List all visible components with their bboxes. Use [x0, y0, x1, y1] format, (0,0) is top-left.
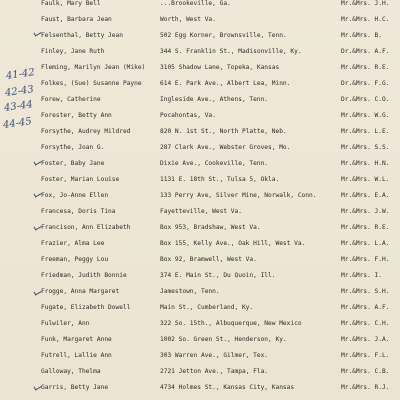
list-item — [0, 172, 400, 188]
entry-name: Foster, Marian Louise — [41, 176, 120, 183]
entry-name: Friedman, Judith Bonnie — [41, 272, 127, 279]
entry-parents: Mr.&Mrs. C.H. — [341, 320, 390, 327]
entry-name: Foster, Baby Jane — [41, 160, 105, 167]
entry-address: 133 Perry Ave, Silver Mine, Norwalk, Conn. — [160, 192, 317, 199]
list-item — [0, 12, 400, 28]
entry-name: Faust, Barbara Jean — [41, 16, 112, 23]
entry-address: 374 E. Main St., Du Quoin, Ill. — [160, 272, 276, 279]
entry-address: 820 N. 1st St., North Platte, Neb. — [160, 128, 287, 135]
entry-address: Worth, West Va. — [160, 16, 216, 23]
list-item — [0, 316, 400, 332]
entry-parents: Dr.&Mrs. A.F. — [341, 48, 390, 55]
entry-parents: Mr.&Mrs. R.E. — [341, 224, 390, 231]
list-item — [0, 220, 400, 236]
entry-name: Funk, Margaret Anne — [41, 336, 112, 343]
entry-parents: Mr.&Mrs. L.E. — [341, 128, 390, 135]
entry-address: Pocahontas, Va. — [160, 112, 216, 119]
entry-parents: Mr.&Mrs. H.N. — [341, 160, 390, 167]
entry-parents: Mr.&Mrs. W.L. — [341, 176, 390, 183]
entry-address: Box 155, Kelly Ave., Oak Hill, West Va. — [160, 240, 306, 247]
entry-parents: Mr.&Mrs. H.C. — [341, 16, 390, 23]
entry-address: Box 953, Bradshaw, West Va. — [160, 224, 261, 231]
entry-address: 4734 Holmes St., Kansas City, Kansas — [160, 384, 295, 391]
entry-parents: Mr.&Mrs. R.E. — [341, 64, 390, 71]
entry-name: Frazier, Alma Lee — [41, 240, 105, 247]
entry-name: Fleming, Marilyn Jean (Mike) — [41, 64, 146, 71]
entry-address: 614 E. Park Ave., Albert Lea, Minn. — [160, 80, 291, 87]
list-item — [0, 348, 400, 364]
list-item — [0, 140, 400, 156]
entry-address: Ingleside Ave., Athens, Tenn. — [160, 96, 269, 103]
entry-parents: Mr.&Mrs. B. — [341, 32, 382, 39]
list-item — [0, 188, 400, 204]
list-item — [0, 300, 400, 316]
entry-name: Futrell, Lallie Ann — [41, 352, 112, 359]
entry-address: ...Brookeville, Ga. — [160, 0, 231, 7]
entry-address: 1002 So. Green St., Henderson, Ky. — [160, 336, 287, 343]
entry-name: Francison, Ann Elizabeth — [41, 224, 131, 231]
entry-parents: Mr.&Mrs. S.H. — [341, 288, 390, 295]
handwritten-note-1: 41-42 — [5, 67, 36, 82]
handwritten-note-2: 42-43 — [4, 84, 35, 99]
list-item — [0, 380, 400, 396]
entry-address: Box 92, Bramwell, West Va. — [160, 256, 257, 263]
list-item — [0, 284, 400, 300]
entry-name: Garris, Betty Jane — [41, 384, 109, 391]
list-item — [0, 0, 400, 12]
entry-name: Folkes, (Sue) Susanne Payne — [41, 80, 142, 87]
entry-name: Forsythe, Joan G. — [41, 144, 105, 151]
entry-parents: Mr.&Mrs. E.A. — [341, 192, 390, 199]
entry-parents: Mr.&Mrs. J.A. — [341, 336, 390, 343]
entry-address: 3105 Shadow Lane, Topeka, Kansas — [160, 64, 280, 71]
entry-address: 1131 E. 18th St., Tulsa 5, Okla. — [160, 176, 280, 183]
entry-name: Francesa, Doris Tina — [41, 208, 116, 215]
entry-parents: Mr.&Mrs. J.H. — [341, 0, 390, 7]
entry-address: Dixie Ave., Cookeville, Tenn. — [160, 160, 269, 167]
entry-parents: Mr.&Mrs. A.F. — [341, 304, 390, 311]
entry-name: Fulwiler, Ann — [41, 320, 90, 327]
list-item — [0, 124, 400, 140]
entry-name: Faulk, Mary Bell — [41, 0, 101, 7]
handwritten-note-4: 44-45 — [2, 116, 33, 131]
list-item — [0, 252, 400, 268]
entry-parents: Mr.&Mrs. R.J. — [341, 384, 390, 391]
entry-name: Felsenthal, Betty Jean — [41, 32, 123, 39]
entry-address: 287 Clark Ave., Webster Groves, Mo. — [160, 144, 291, 151]
entry-address: 344 S. Franklin St., Madisonville, Ky. — [160, 48, 302, 55]
entry-parents: Dr.&Mrs. F.G. — [341, 80, 390, 87]
entry-name: Fox, Jo-Anne Ellen — [41, 192, 109, 199]
list-item — [0, 268, 400, 284]
entry-parents: Mr.&Mrs. C.B. — [341, 368, 390, 375]
entry-name: Fugate, Elizabeth Dowell — [41, 304, 131, 311]
entry-name: Finley, Jane Ruth — [41, 48, 105, 55]
entry-address: Jamestown, Tenn. — [160, 288, 220, 295]
list-item — [0, 108, 400, 124]
entry-address: Main St., Cumberland, Ky. — [160, 304, 254, 311]
list-item — [0, 236, 400, 252]
list-item — [0, 28, 400, 44]
entry-parents: Mr.&Mrs. F.H. — [341, 256, 390, 263]
entry-name: Forester, Betty Ann — [41, 112, 112, 119]
entry-parents: Mr.&Mrs. L.A. — [341, 240, 390, 247]
entry-parents: Mr.&Mrs. J.W. — [341, 208, 390, 215]
entry-parents: Mr.&Mrs. I. — [341, 272, 382, 279]
list-item — [0, 332, 400, 348]
entry-name: Frogge, Anna Margaret — [41, 288, 120, 295]
entry-address: Fayetteville, West Va. — [160, 208, 242, 215]
entry-name: Forew, Catherine — [41, 96, 101, 103]
list-item — [0, 60, 400, 76]
entry-parents: Mr.&Mrs. W.G. — [341, 112, 390, 119]
list-item — [0, 204, 400, 220]
list-item — [0, 44, 400, 60]
entry-parents: Mr.&Mrs. S.S. — [341, 144, 390, 151]
entry-address: 303 Warren Ave., Gilmer, Tex. — [160, 352, 269, 359]
list-item — [0, 92, 400, 108]
list-item — [0, 76, 400, 92]
entry-address: 2721 Jetton Ave., Tampa, Fla. — [160, 368, 269, 375]
entry-address: 322 So. 15th., Albuquerque, New Mexico — [160, 320, 302, 327]
entry-name: Galloway, Thelma — [41, 368, 101, 375]
list-item — [0, 156, 400, 172]
entry-name: Forsythe, Audrey Mildred — [41, 128, 131, 135]
entry-name: Freeman, Peggy Lou — [41, 256, 109, 263]
entry-parents: Dr.&Mrs. C.O. — [341, 96, 390, 103]
entry-address: 502 Egg Korner, Brownsville, Tenn. — [160, 32, 287, 39]
list-item — [0, 364, 400, 380]
entry-parents: Mr.&Mrs. F.L. — [341, 352, 390, 359]
handwritten-note-3: 43-44 — [3, 99, 34, 114]
